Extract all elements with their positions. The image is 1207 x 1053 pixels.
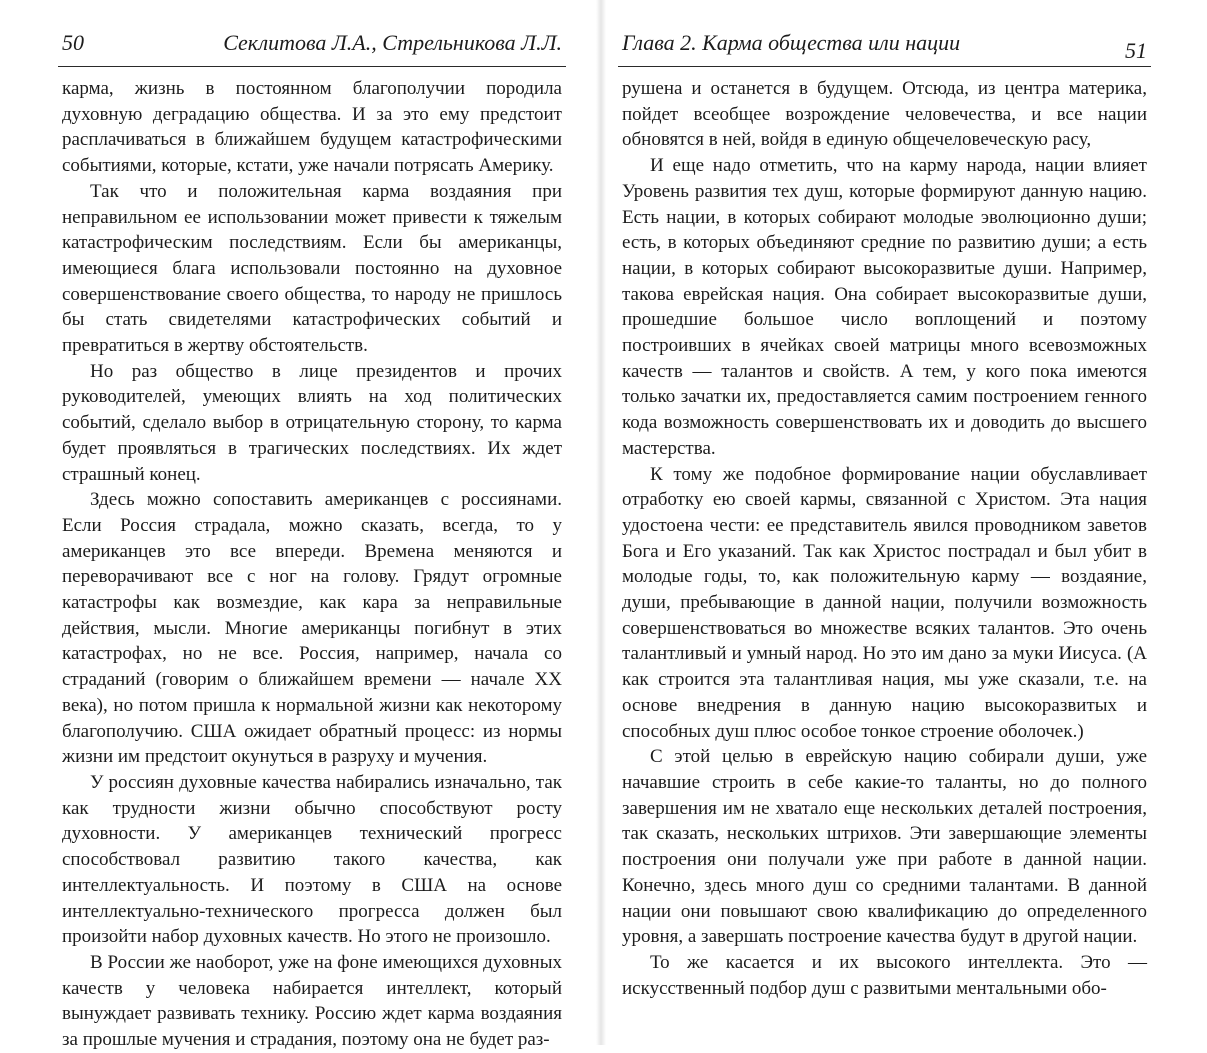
paragraph: С этой целью в еврейскую нацию собирали души, уже начавшие строить в себе какие-то таланты, но до полного завершения им не хватало еще нескольких деталей построения, так сказать, нескольких штрихов. Эти завершающие элементы построения они получали уже при работе в данной нации. Конечно, здесь много душ со средними талантами. В данной нации они повышают свою квалификацию до определенного уровня, а завершать построение качества будут в другой нации. xyxy=(622,746,1147,948)
paragraph: В России же наоборот, уже на фоне имеющихся духовных качеств у человека набирается интеллект, который вынуждает развивать технику. Россию ждет карма воздаяния за прошлые мучения и страдания, поэтому она не будет раз- xyxy=(62,951,562,1051)
right-page-header xyxy=(622,0,1147,72)
right-page-text xyxy=(622,76,1147,1001)
left-page-header xyxy=(62,0,562,72)
left-page-text xyxy=(62,76,562,1053)
running-head-authors: Секлитова Л.А., Стрельникова Л.Л. xyxy=(223,30,562,55)
paragraph: У россиян духовные качества набирались изначально, так как трудности жизни обычно способствуют росту духовности. У американцев технический прогресс способствовал развитию такого качества, как интеллектуальность. И поэтому в США на основе интеллектуально-технического прогресса должен был произойти набор духовных качеств. Но этого не произошло. xyxy=(62,771,562,948)
paragraph: Но раз общество в лице президентов и прочих руководителей, умеющих влиять на ход политических событий, сделало выбор в отрицательную сторону, то карма будет проявляться в трагических последствиях. Их ждет страшный конец. xyxy=(62,360,562,485)
page-number-right: 51 xyxy=(1125,38,1147,63)
page-number-left: 50 xyxy=(62,30,84,55)
paragraph: карма, жизнь в постоянном благополучии породила духовную деградацию общества. И за это ему предстоит расплачиваться в ближайшем будущем катастрофическими событиями, которые, кстати, уже начали потрясать Америку. xyxy=(62,78,562,177)
header-rule-left xyxy=(58,66,566,67)
paragraph: рушена и останется в будущем. Отсюда, из центра материка, пойдет всеобщее возрождение человечества, и все нации обновятся в ней, войдя в единую общечеловеческую расу, xyxy=(622,78,1147,151)
right-page xyxy=(600,0,1207,1045)
paragraph: Так что и положительная карма воздаяния при неправильном ее использовании может привести к тяжелым катастрофическим последствиям. Если бы американцы, имеющиеся блага использовали постоянно на духовное совершенствование своего общества, то народу не пришлось бы стать свидетелями катастрофических событий и превратиться в жертву обстоятельств. xyxy=(62,180,562,357)
paragraph: И еще надо отметить, что на карму народа, нации влияет Уровень развития тех душ, которые формируют данную нацию. Есть нации, в которых собирают молодые эволюционно души; есть, в которых объединяют средние по развитию души; а есть нации, в которых собирают высокоразвитые души. Например, такова еврейская нация. Она собирает высокоразвитые души, прошедшие большое число воплощений и поэтому построивших в ячейках своей матрицы много всевозможных качеств — талантов и свойств. А тем, у кого пока имеются только зачатки их, предоставляется самим построением генного кода возможность совершенствовать их и доводить до высшего мастерства. xyxy=(622,155,1147,459)
paragraph: Здесь можно сопоставить американцев с россиянами. Если Россия страдала, можно сказать, всегда, то у американцев это все впереди. Времена меняются и переворачивают все с ног на голову. Грядут огромные катастрофы как возмездие, как кара за неправильные действия, мысли. Многие американцы погибнут в этих катастрофах, но не все. Россия, например, начала со страданий (говорим о ближайшем времени — начале XX века), но потом пришла к нормальной жизни как некоторому благополучию. США ожидает обратный процесс: из нормы жизни им предстоит окунуться в разруху и мучения. xyxy=(62,489,562,768)
paragraph: К тому же подобное формирование нации обуславливает отработку ею своей кармы, связанной с Христом. Эта нация удостоена чести: ее представитель явился проводником заветов Бога и Его указаний. Так как Христос пострадал и был убит в молодые годы, то, как положительную карму — воздаяние, души, пребывающие в данной нации, получили возможность совершенствоваться во множестве всяких талантов. Это очень талантливый и умный народ. Но это им дано за муки Иисуса. (А как строится эта талантливая нация, мы уже сказали, т.е. на основе внедрения в данную нацию высокоразвитых и способных душ плюс особое тонкое строение оболочек.) xyxy=(622,463,1147,742)
paragraph: То же касается и их высокого интеллекта. Это — искусственный подбор душ с развитыми ментальными обо- xyxy=(622,951,1147,999)
running-head-chapter: Глава 2. Карма общества или нации xyxy=(622,30,961,55)
header-rule-right xyxy=(618,66,1151,67)
left-page xyxy=(0,0,600,1051)
